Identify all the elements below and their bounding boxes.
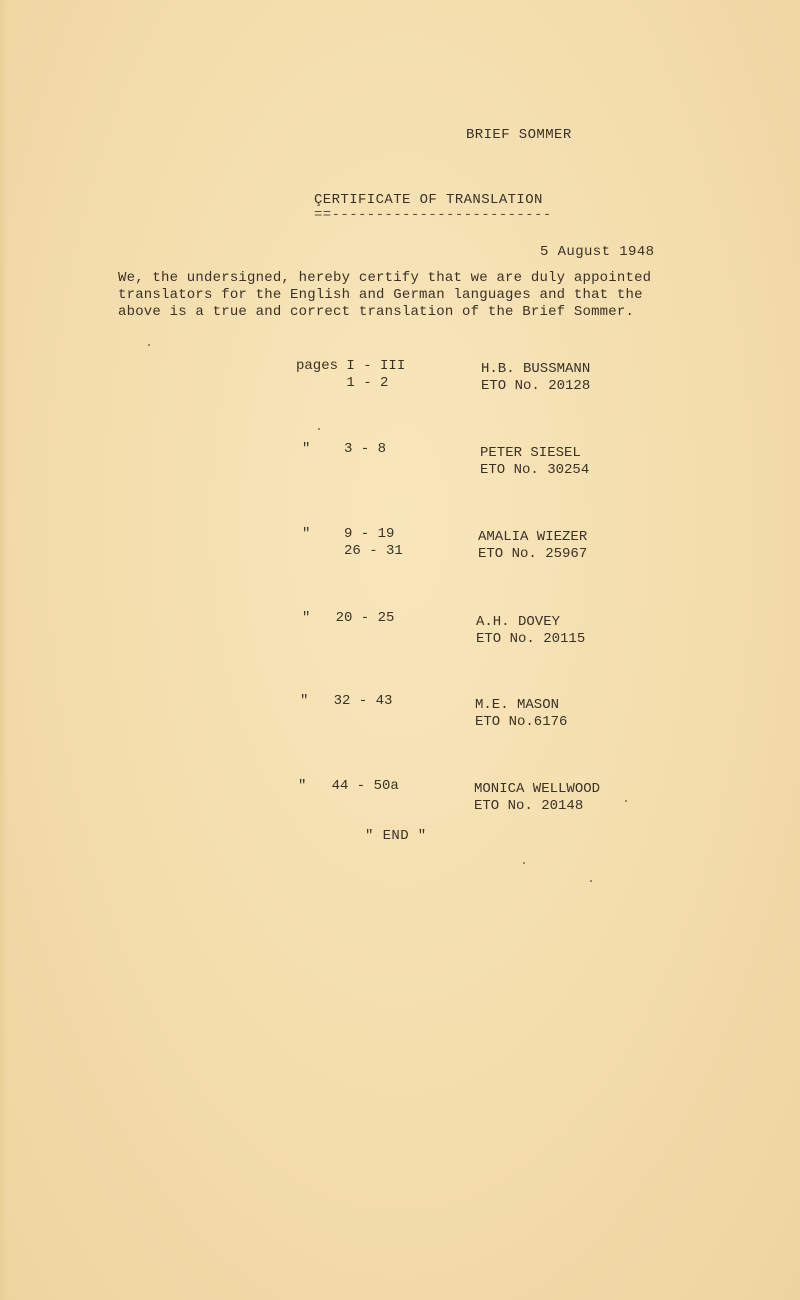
paper-speck — [590, 880, 592, 882]
translator-eto-number: ETO No. 20115 — [476, 631, 586, 647]
page-range: pages I - III 1 - 2 — [296, 358, 406, 391]
translator-name: A.H. DOVEY — [476, 614, 561, 630]
certificate-title: ÇERTIFICATE OF TRANSLATION — [314, 192, 543, 208]
page-range: " 3 - 8 — [302, 441, 387, 457]
paper-speck — [148, 344, 150, 346]
translator-eto-number: ETO No.6176 — [475, 714, 568, 730]
document-header: BRIEF SOMMER — [466, 127, 572, 143]
certification-paragraph — [118, 270, 678, 321]
end-marker: " END " — [365, 828, 427, 844]
page-range: " 9 - 19 26 - 31 — [302, 526, 403, 559]
translator-name: M.E. MASON — [475, 697, 560, 713]
translator-name: H.B. BUSSMANN — [481, 361, 591, 377]
translator-eto-number: ETO No. 20128 — [481, 378, 591, 394]
paper-speck — [625, 800, 627, 802]
paragraph-line: above is a true and correct translation of the Brief Sommer. — [118, 304, 635, 320]
page-range: " 20 - 25 — [302, 610, 395, 626]
translator-name: PETER SIESEL — [480, 445, 581, 461]
translator-eto-number: ETO No. 25967 — [478, 546, 588, 562]
paper-edge — [0, 0, 8, 1300]
paragraph-line: translators for the English and German languages and that the — [118, 287, 643, 303]
paragraph-line: We, the undersigned, hereby certify that we are duly appointed — [118, 270, 652, 286]
certificate-date: 5 August 1948 — [540, 244, 655, 260]
paper-speck — [523, 862, 525, 864]
translator-eto-number: ETO No. 20148 — [474, 798, 584, 814]
paper-speck — [318, 428, 320, 430]
translator-eto-number: ETO No. 30254 — [480, 462, 590, 478]
translator-name: AMALIA WIEZER — [478, 529, 588, 545]
title-underline: ==------------------------- — [314, 207, 552, 223]
page-range: " 44 - 50a — [298, 778, 399, 794]
translator-name: MONICA WELLWOOD — [474, 781, 601, 797]
page-range: " 32 - 43 — [300, 693, 393, 709]
